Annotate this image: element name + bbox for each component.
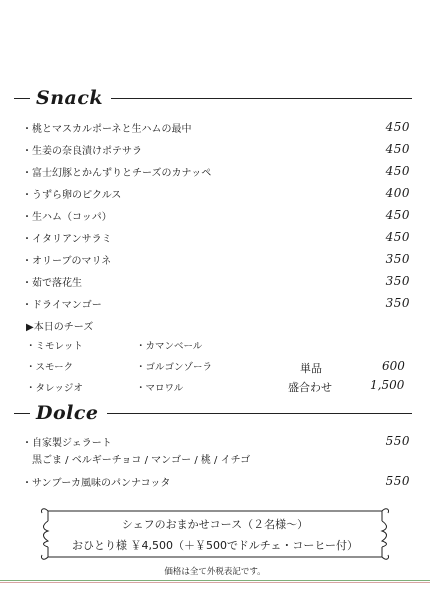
menu-item-price: 450 [385, 164, 410, 178]
cheese-item: ・ミモレット [26, 341, 83, 352]
menu-item-price: 400 [385, 186, 410, 200]
dolce-title: Dolce [36, 402, 99, 424]
snack-section-header [14, 86, 412, 110]
chef-course-box [40, 505, 390, 563]
header-rule [111, 98, 412, 99]
header-dash [14, 98, 30, 99]
menu-item-price: 350 [385, 296, 410, 310]
menu-item [22, 293, 410, 313]
menu-item-price: 450 [385, 208, 410, 222]
menu-item-price: 350 [385, 274, 410, 288]
dolce-section-header [14, 401, 412, 425]
menu-item-name: ・桃とマスカルポーネと生ハムの最中 [22, 123, 192, 135]
course-price: おひとり様 ￥4,500（＋￥500でドルチェ・コーヒー付） [72, 539, 358, 552]
menu-item-name: ・富士幻豚とかんずりとチーズのカナッペ [22, 167, 212, 179]
menu-item-price: 450 [385, 142, 410, 156]
cheese-item: ・タレッジオ [26, 383, 83, 394]
header-rule [107, 413, 412, 414]
menu-item-name: ・茹で落花生 [22, 277, 82, 289]
menu-item-name: ・オリーブのマリネ [22, 255, 112, 267]
menu-item [22, 249, 410, 269]
menu-item-price: 450 [385, 120, 410, 134]
menu-item [22, 432, 410, 450]
cheese-single-label: 単品 [300, 362, 322, 375]
menu-item-price: 350 [385, 252, 410, 266]
menu-item-name: ・サンブーカ風味のパンナコッタ [22, 477, 171, 489]
tax-footnote: 価格は全て外税表記です。 [164, 567, 266, 577]
menu-item-name: ・うずら卵のピクルス [22, 189, 122, 201]
menu-item [22, 227, 410, 247]
cheese-item: ・マロワル [136, 383, 184, 394]
cheese-assorted-price: 1,500 [370, 378, 405, 392]
menu-item-price: 450 [385, 230, 410, 244]
bottom-stripe-green [0, 580, 430, 581]
menu-item [22, 183, 410, 203]
ornamental-frame [40, 505, 390, 563]
bottom-stripe-red [0, 582, 430, 583]
menu-item [22, 271, 410, 291]
menu-item-name: ・自家製ジェラート [22, 437, 112, 449]
menu-item [22, 117, 410, 137]
gelato-flavors: 黒ごま / ベルギーチョコ / マンゴー / 桃 / イチゴ [32, 455, 251, 466]
cheese-single-price: 600 [382, 359, 405, 373]
menu-item-price: 550 [385, 434, 410, 448]
menu-item [22, 161, 410, 181]
course-title: シェフのおまかせコース（２名様～） [121, 518, 309, 531]
menu-item-price: 550 [385, 474, 410, 488]
menu-item [22, 139, 410, 159]
header-dash [14, 413, 30, 414]
cheese-assorted-label: 盛合わせ [288, 381, 332, 394]
cheese-heading: ▶本日のチーズ [26, 322, 94, 333]
menu-item [22, 205, 410, 225]
menu-item-name: ・イタリアンサラミ [22, 233, 112, 245]
cheese-item: ・スモーク [26, 362, 74, 373]
menu-item [22, 472, 410, 490]
cheese-item: ・カマンベール [136, 341, 203, 352]
cheese-item: ・ゴルゴンゾーラ [136, 362, 213, 373]
menu-item-name: ・生ハム（コッパ） [22, 211, 112, 223]
menu-item-name: ・ドライマンゴー [22, 299, 102, 311]
snack-title: Snack [36, 87, 104, 109]
menu-item-name: ・生姜の奈良漬けポテサラ [22, 145, 142, 157]
